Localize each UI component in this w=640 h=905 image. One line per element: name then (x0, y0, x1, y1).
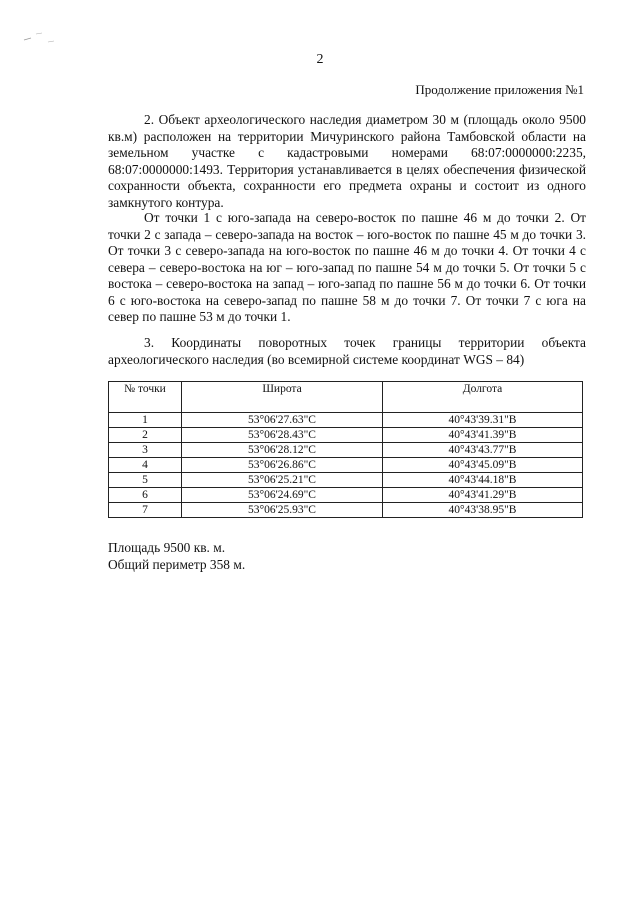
point-number: 5 (109, 473, 182, 488)
appendix-continuation-note: Продолжение приложения №1 (415, 82, 584, 97)
table-row (109, 488, 583, 503)
latitude: 53°06'28.12"С (182, 443, 383, 458)
header-longitude: Долгота (383, 382, 583, 413)
point-number: 2 (109, 428, 182, 443)
table-row (109, 428, 583, 443)
object-description-paragraph (108, 112, 586, 211)
longitude: 40°43'41.29"В (383, 488, 583, 503)
coordinates-table (108, 381, 583, 518)
table-row (109, 413, 583, 428)
area-total: Площадь 9500 кв. м. (108, 540, 226, 555)
point-number: 3 (109, 443, 182, 458)
page-number: 2 (316, 52, 324, 67)
point-number: 7 (109, 503, 182, 518)
header-point-number: № точки (109, 382, 182, 413)
boundary-route-paragraph (108, 210, 586, 326)
latitude: 53°06'25.93"С (182, 503, 383, 518)
longitude: 40°43'44.18"В (383, 473, 583, 488)
table-row (109, 443, 583, 458)
longitude: 40°43'45.09"В (383, 458, 583, 473)
object-description-text: 2. Объект археологического наследия диаметром 30 м (площадь около 9500 кв.м) расположен на территории Мичуринского района Тамбовской области на земельном участке с кадастровыми номерами 68:07:0000000:2235, 68:07:0000000:1493. Территория устанавливается в целях обеспечения физической сохранности объекта, сохранности его предмета охраны и состоит из одного замкнутого контура. (108, 112, 586, 210)
coordinates-heading-text: 3. Координаты поворотных точек границы территории объекта археологического наследия (во всемирной системе координат WGS – 84) (108, 335, 586, 367)
latitude: 53°06'28.43"С (182, 428, 383, 443)
coordinates-heading-paragraph (108, 335, 586, 368)
point-number: 4 (109, 458, 182, 473)
latitude: 53°06'27.63"С (182, 413, 383, 428)
longitude: 40°43'38.95"В (383, 503, 583, 518)
scan-artifact-marks (22, 28, 62, 48)
longitude: 40°43'43.77"В (383, 443, 583, 458)
table-row (109, 458, 583, 473)
longitude: 40°43'41.39"В (383, 428, 583, 443)
table-row (109, 503, 583, 518)
longitude: 40°43'39.31"В (383, 413, 583, 428)
header-latitude: Широта (182, 382, 383, 413)
boundary-route-text: От точки 1 с юго-запада на северо-восток по пашне 46 м до точки 2. От точки 2 с запада – северо-запада на восток – юго-восток по пашне 45 м до точки 3. От точки 3 с северо-запада на юго-восток по пашне 46 м до точки 4. От точки 4 с севера – северо-востока на юг – юго-запад по пашне 54 м до точки 5. От точки 5 с востока – северо-востока на запад – юго-запад по пашне 56 м до точки 6. От точки 6 с юго-востока на северо-запад по пашне 58 м до точки 7. От точки 7 с юга на север по пашне 53 м до точки 1. (108, 210, 586, 324)
latitude: 53°06'25.21"С (182, 473, 383, 488)
perimeter-total: Общий периметр 358 м. (108, 557, 246, 572)
latitude: 53°06'26.86"С (182, 458, 383, 473)
table-header-row (109, 382, 583, 413)
latitude: 53°06'24.69"С (182, 488, 383, 503)
table-row (109, 473, 583, 488)
point-number: 6 (109, 488, 182, 503)
point-number: 1 (109, 413, 182, 428)
